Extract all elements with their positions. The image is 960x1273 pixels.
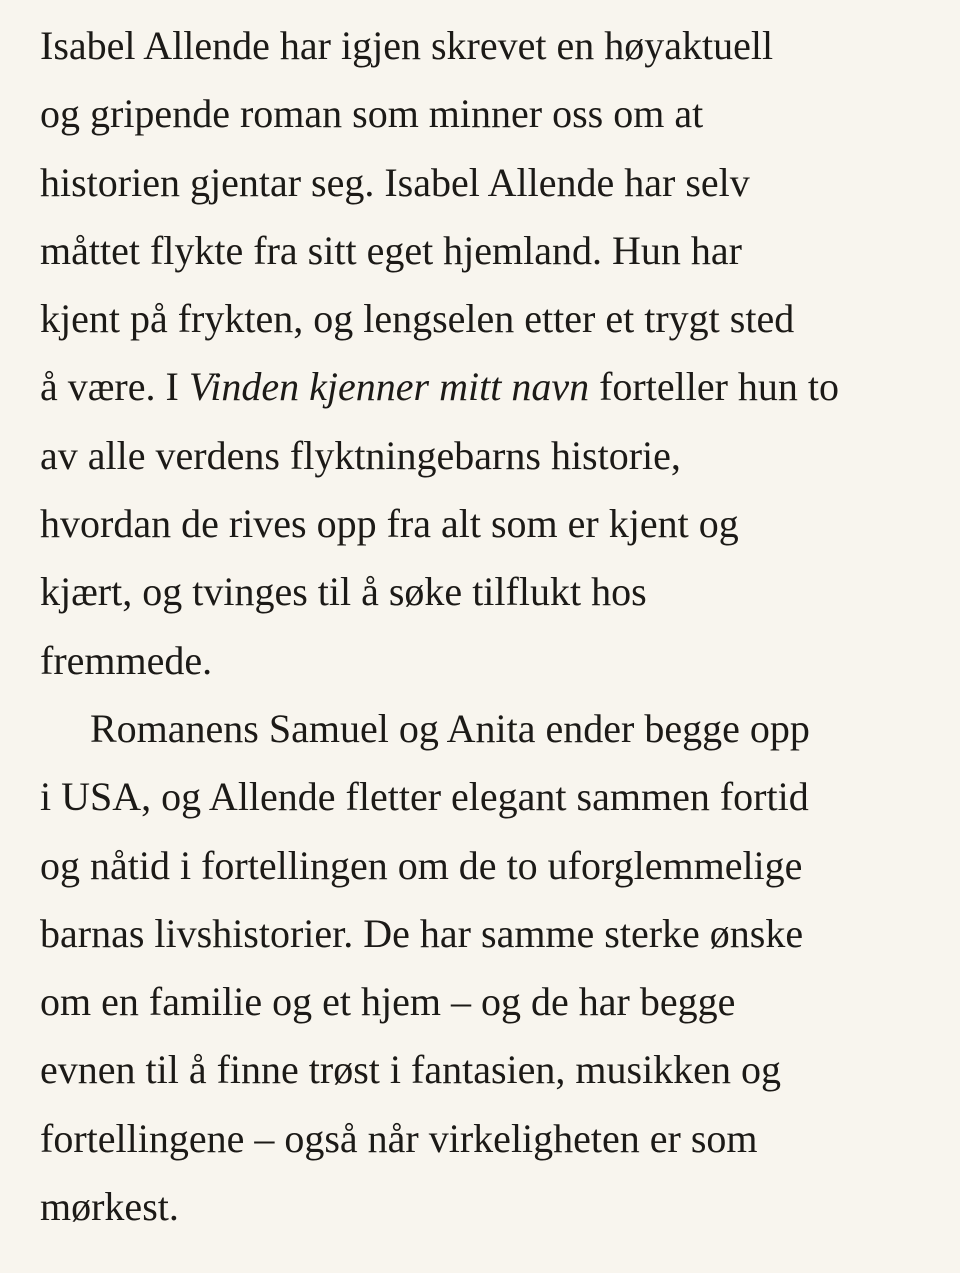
text-line <box>40 353 940 421</box>
text-line: Isabel Allende har igjen skrevet en høyaktuell <box>40 23 774 68</box>
book-title: Vinden kjenner mitt navn <box>188 364 590 410</box>
text-line: kjent på frykten, og lengselen etter et trygt sted <box>40 296 795 342</box>
text-line: barnas livshistorier. De har samme sterke ønske <box>40 910 804 956</box>
text-segment: forteller hun to <box>589 364 840 410</box>
text-line: og nåtid i fortellingen om de to uforglemmelige <box>40 842 803 888</box>
text-line: av alle verdens flyktningebarns historie, <box>40 432 681 478</box>
text-line: og gripende roman som minner oss om at <box>40 91 704 137</box>
text-line: i USA, og Allende fletter elegant sammen fortid <box>40 774 809 820</box>
text-line: mørkest. <box>40 1184 179 1230</box>
paragraph-2 <box>40 695 940 1241</box>
text-line: om en familie og et hjem – og de har begge <box>40 979 736 1025</box>
text-line: kjært, og tvinges til å søke tilflukt hos <box>40 569 647 615</box>
text-line: fremmede. <box>40 637 213 683</box>
text-line: historien gjentar seg. Isabel Allende har selv <box>40 159 750 205</box>
text-line: hvordan de rives opp fra alt som er kjent og <box>40 501 739 547</box>
text-line: evnen til å finne trøst i fantasien, musikken og <box>40 1047 781 1093</box>
paragraph-1 <box>40 12 940 695</box>
text-line: Romanens Samuel og Anita ender begge opp <box>90 705 810 751</box>
text-line: måttet flykte fra sitt eget hjemland. Hun har <box>40 227 742 273</box>
book-description <box>40 12 940 1241</box>
text-line: fortellingene – også når virkeligheten er som <box>40 1115 758 1161</box>
text-segment: å være. I <box>40 364 189 410</box>
